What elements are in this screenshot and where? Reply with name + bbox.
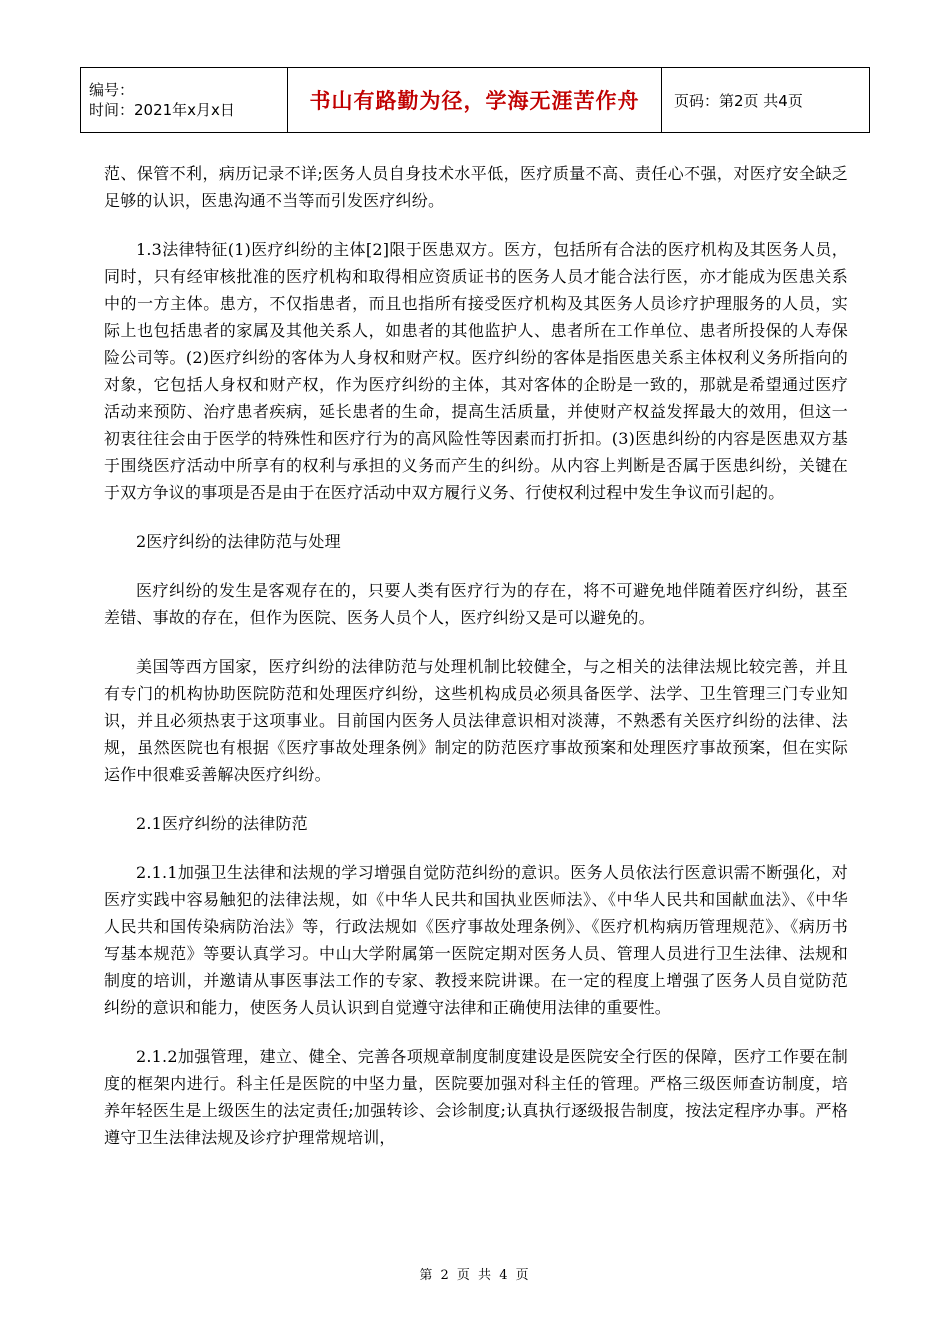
document-header <box>80 67 870 133</box>
page-footer: 第 2 页 共 4 页 <box>419 1268 531 1283</box>
section-heading-2: 2医疗纠纷的法律防范与处理 <box>136 532 341 551</box>
header-motto: 书山有路勤为径，学海无涯苦作舟 <box>288 68 662 133</box>
body-paragraph: 美国等西方国家，医疗纠纷的法律防范与处理机制比较健全，与之相关的法律法规比较完善，并且有专门的机构协助医院防范和处理医疗纠纷，这些机构成员必须具备医学、法学、卫生管理三门专业知识，并且必须热衷于这项事业。目前国内医务人员法律意识相对淡薄，不熟悉有关医疗纠纷的法律、法规，虽然医院也有根据《医疗事故处理条例》制定的防范医疗事故预案和处理医疗事故预案，但在实际运作中很难妥善解决医疗纠纷。 <box>104 657 848 784</box>
body-paragraph-continuation: 范、保管不利，病历记录不详;医务人员自身技术水平低，医疗质量不高、责任心不强，对医疗安全缺乏足够的认识，医患沟通不当等而引发医疗纠纷。 <box>104 164 848 210</box>
body-paragraph-legal-features: 1.3法律特征(1)医疗纠纷的主体[2]限于医患双方。医方，包括所有合法的医疗机构及其医务人员，同时，只有经审核批准的医疗机构和取得相应资质证书的医务人员才能合法行医，亦才能成为医患关系中的一方主体。患方，不仅指患者，而且也指所有接受医疗机构及其医务人员诊疗护理服务的人员，实际上也包括患者的家属及其他关系人，如患者的其他监护人、患者所在工作单位、患者所投保的人寿保险公司等。(2)医疗纠纷的客体为人身权和财产权。医疗纠纷的客体是指医患关系主体权利义务所指向的对象，它包括人身权和财产权，作为医疗纠纷的主体，其对客体的企盼是一致的，那就是希望通过医疗活动来预防、治疗患者疾病，延长患者的生命，提高生活质量，并使财产权益发挥最大的效用，但这一初衷往往会由于医学的特殊性和医疗行为的高风险性等因素而打折扣。(3)医患纠纷的内容是医患双方基于围绕医疗活动中所享有的权利与承担的义务而产生的纠纷。从内容上判断是否属于医患纠纷，关键在于双方争议的事项是否是由于在医疗活动中双方履行义务、行使权利过程中发生争议而引起的。 <box>104 240 848 502</box>
header-date: 时间：2021年x月x日 <box>89 101 235 119</box>
header-page-info: 页码：第2页 共4页 <box>662 68 870 133</box>
header-number-label: 编号： <box>89 81 135 99</box>
body-paragraph-2-1-1: 2.1.1加强卫生法律和法规的学习增强自觉防范纠纷的意识。医务人员依法行医意识需不断强化，对医疗实践中容易触犯的法律法规，如《中华人民共和国执业医师法》、《中华人民共和国献血法》、《中华人民共和国传染病防治法》等，行政法规如《医疗事故处理条例》、《医疗机构病历管理规范》、《病历书写基本规范》等要认真学习。中山大学附属第一医院定期对医务人员、管理人员进行卫生法律、法规和制度的培训，并邀请从事医事法工作的专家、教授来院讲课。在一定的程度上增强了医务人员自觉防范纠纷的意识和能力，使医务人员认识到自觉遵守法律和正确使用法律的重要性。 <box>104 863 848 1017</box>
header-meta-cell <box>81 68 288 133</box>
document-body <box>104 160 848 1151</box>
section-heading-2-1: 2.1医疗纠纷的法律防范 <box>136 814 308 833</box>
body-paragraph-2-1-2: 2.1.2加强管理，建立、健全、完善各项规章制度制度建设是医院安全行医的保障，医疗工作要在制度的框架内进行。科主任是医院的中坚力量，医院要加强对科主任的管理。严格三级医师查访制度，培养年轻医生是上级医生的法定责任;加强转诊、会诊制度;认真执行逐级报告制度，按法定程序办事。严格遵守卫生法律法规及诊疗护理常规培训， <box>104 1047 848 1147</box>
body-paragraph: 医疗纠纷的发生是客观存在的，只要人类有医疗行为的存在，将不可避免地伴随着医疗纠纷，甚至差错、事故的存在，但作为医院、医务人员个人，医疗纠纷又是可以避免的。 <box>104 581 848 627</box>
